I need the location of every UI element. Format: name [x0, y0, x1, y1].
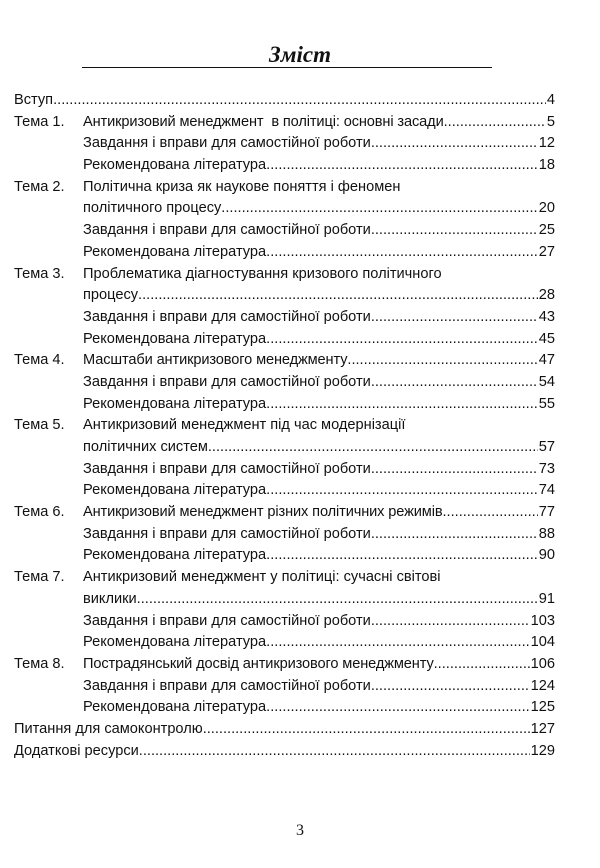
toc-entry-label: Антикризовий менеджмент в політиці: основні засади [83, 113, 444, 130]
toc-page-number: 45 [538, 330, 555, 347]
toc-page-number: 28 [538, 287, 555, 304]
indent [14, 220, 83, 242]
topic-number: Тема 1. [14, 113, 65, 130]
toc-entry-content [83, 459, 555, 481]
topic-number: Тема 8. [14, 655, 65, 672]
toc-subentry [14, 307, 555, 329]
toc-subentry [14, 155, 555, 177]
table-of-contents [14, 90, 555, 762]
page-number: 3 [296, 822, 304, 839]
topic-number: Тема 7. [14, 569, 65, 586]
dot-leader [266, 632, 529, 654]
toc-topic-entry [14, 502, 555, 524]
toc-entry-label: Рекомендована література [83, 243, 267, 260]
toc-entry-content [83, 480, 555, 502]
toc-page-number: 127 [530, 720, 555, 737]
toc-subentry [14, 459, 555, 481]
dot-leader [139, 741, 530, 763]
indent [14, 611, 83, 633]
toc-entry-label: Рекомендована література [83, 482, 267, 499]
toc-entry [14, 90, 555, 112]
toc-page-number: 74 [538, 482, 555, 499]
indent [14, 133, 83, 155]
toc-entry-label: Завдання і вправи для самостійної роботи [83, 373, 371, 390]
toc-entry-content [83, 155, 555, 177]
indent [14, 480, 83, 502]
toc-topic-entry [14, 177, 555, 199]
toc-topic-entry-continued [14, 589, 555, 611]
toc-entry-label: Проблематика діагностування кризового політичного [83, 265, 442, 282]
toc-entry-label: Рекомендована література [83, 699, 267, 716]
toc-entry-content [83, 177, 555, 199]
toc-subentry [14, 480, 555, 502]
toc-topic-entry [14, 350, 555, 372]
toc-page-number: 106 [530, 655, 555, 672]
toc-page-number: 43 [538, 308, 555, 325]
dot-leader [371, 676, 530, 698]
dot-leader [266, 242, 538, 264]
dot-leader [203, 719, 530, 741]
indent [14, 329, 83, 351]
toc-entry-label: політичних систем [83, 439, 208, 455]
dot-leader [53, 90, 546, 112]
toc-entry-label: Рекомендована література [83, 547, 267, 564]
toc-page-number: 25 [538, 222, 555, 239]
toc-subentry [14, 329, 555, 351]
dot-leader [371, 220, 538, 242]
toc-entry-label: Рекомендована література [83, 634, 267, 651]
indent [14, 632, 83, 654]
dot-leader [371, 611, 530, 633]
toc-entry-content [14, 719, 555, 741]
toc-page-number: 18 [538, 157, 555, 174]
dot-leader [266, 394, 538, 416]
toc-entry-content [14, 741, 555, 763]
toc-topic-entry [14, 654, 555, 676]
dot-leader [371, 524, 538, 546]
toc-entry-label: Політична криза як наукове поняття і феномен [83, 178, 401, 195]
toc-entry-content [83, 307, 555, 329]
dot-leader [347, 350, 537, 372]
toc-topic-entry [14, 264, 555, 286]
toc-subentry [14, 524, 555, 546]
toc-entry-content [83, 545, 555, 567]
dot-leader [221, 198, 537, 220]
toc-entry-content [83, 567, 555, 589]
toc-entry-content [83, 112, 555, 134]
dot-leader [208, 437, 538, 459]
indent [14, 394, 83, 416]
topic-number: Тема 3. [14, 265, 65, 282]
toc-entry-label: виклики [83, 590, 137, 607]
dot-leader [444, 112, 546, 134]
topic-number: Тема 2. [14, 178, 65, 195]
dot-leader [434, 654, 530, 676]
toc-page-number: 91 [538, 590, 555, 607]
toc-entry-label: Завдання і вправи для самостійної роботи [83, 135, 371, 152]
topic-number: Тема 5. [14, 417, 65, 434]
toc-entry-label: Завдання і вправи для самостійної роботи [83, 612, 371, 629]
toc-page-number: 103 [530, 612, 555, 629]
toc-entry-label: Рекомендована література [83, 395, 267, 412]
toc-page-number: 47 [538, 352, 555, 369]
toc-entry [14, 741, 555, 763]
toc-subentry [14, 632, 555, 654]
toc-entry-content [83, 350, 555, 372]
indent [14, 285, 83, 307]
indent [14, 545, 83, 567]
indent [14, 307, 83, 329]
toc-subentry [14, 133, 555, 155]
toc-page-number: 12 [538, 135, 555, 152]
toc-entry-label: Антикризовий менеджмент у політиці: сучасні світові [83, 569, 441, 586]
toc-entry-content [83, 133, 555, 155]
dot-leader [371, 307, 538, 329]
toc-page-number: 129 [530, 742, 555, 759]
toc-entry-content [83, 220, 555, 242]
toc-entry-content [83, 437, 555, 459]
toc-entry-label: політичного процесу [83, 200, 222, 217]
toc-entry-content [83, 502, 555, 524]
title-underline [82, 67, 492, 68]
toc-entry-content [83, 264, 555, 286]
toc-page-number: 77 [538, 504, 555, 521]
toc-entry-content [83, 676, 555, 698]
dot-leader [371, 372, 538, 394]
toc-entry-content [83, 611, 555, 633]
toc-entry-label: Рекомендована література [83, 330, 267, 347]
toc-subentry [14, 611, 555, 633]
toc-page-number: 4 [546, 92, 555, 108]
indent [14, 697, 83, 719]
indent [14, 198, 83, 220]
toc-entry-label: Додаткові ресурси [14, 742, 139, 759]
indent [14, 589, 83, 611]
toc-entry-content [83, 697, 555, 719]
toc-subentry [14, 697, 555, 719]
toc-entry-content [83, 589, 555, 611]
toc-page-number: 124 [530, 677, 555, 694]
toc-page-number: 27 [538, 243, 555, 260]
toc-subentry [14, 220, 555, 242]
toc-entry-label: Завдання і вправи для самостійної роботи [83, 308, 371, 325]
toc-subentry [14, 394, 555, 416]
dot-leader [371, 133, 538, 155]
toc-entry-label: Масштаби антикризового менеджменту [83, 352, 348, 369]
dot-leader [266, 697, 529, 719]
toc-subentry [14, 372, 555, 394]
toc-page-number: 125 [530, 699, 555, 716]
toc-entry-label: процесу [83, 287, 139, 304]
toc-topic-entry [14, 112, 555, 134]
toc-entry-label: Завдання і вправи для самостійної роботи [83, 677, 371, 694]
indent [14, 437, 83, 459]
toc-entry-label: Пострадянський досвід антикризового менеджменту [83, 655, 434, 672]
indent [14, 676, 83, 698]
dot-leader [266, 329, 538, 351]
dot-leader [266, 545, 538, 567]
dot-leader [138, 285, 538, 307]
toc-entry-label: Вступ [14, 92, 54, 108]
toc-topic-entry [14, 567, 555, 589]
topic-number: Тема 4. [14, 352, 65, 369]
toc-topic-entry-continued [14, 285, 555, 307]
toc-page-number: 55 [538, 395, 555, 412]
toc-entry-content [83, 242, 555, 264]
toc-entry-content [83, 285, 555, 307]
page-title: Зміст [269, 42, 331, 67]
toc-entry-label: Завдання і вправи для самостійної роботи [83, 460, 371, 477]
toc-page-number: 88 [538, 525, 555, 542]
toc-entry-label: Антикризовий менеджмент різних політичних режимів [83, 504, 443, 521]
toc-page-number: 20 [538, 200, 555, 217]
dot-leader [371, 459, 538, 481]
toc-entry-label: Питання для самоконтролю [14, 720, 203, 737]
toc-entry-content [83, 415, 555, 437]
toc-page-number: 104 [530, 634, 555, 651]
toc-entry-content [83, 394, 555, 416]
indent [14, 155, 83, 177]
topic-number: Тема 6. [14, 504, 65, 521]
toc-entry-content [83, 372, 555, 394]
toc-page-number: 90 [538, 547, 555, 564]
toc-entry-content [83, 632, 555, 654]
toc-subentry [14, 545, 555, 567]
indent [14, 524, 83, 546]
indent [14, 242, 83, 264]
toc-entry-content [83, 329, 555, 351]
toc-entry-label: Антикризовий менеджмент під час модернізації [83, 417, 406, 434]
toc-subentry [14, 676, 555, 698]
dot-leader [266, 155, 538, 177]
toc-entry-label: Рекомендована література [83, 157, 267, 174]
indent [14, 372, 83, 394]
toc-page-number: 5 [546, 113, 555, 130]
toc-entry-content [14, 90, 555, 112]
toc-page-number: 57 [538, 439, 555, 455]
dot-leader [266, 480, 538, 502]
toc-subentry [14, 242, 555, 264]
toc-entry-content [83, 198, 555, 220]
toc-entry-label: Завдання і вправи для самостійної роботи [83, 222, 371, 239]
toc-topic-entry [14, 415, 555, 437]
toc-topic-entry-continued [14, 198, 555, 220]
dot-leader [442, 502, 537, 524]
toc-entry-label: Завдання і вправи для самостійної роботи [83, 525, 371, 542]
toc-entry-content [83, 654, 555, 676]
toc-topic-entry-continued [14, 437, 555, 459]
indent [14, 459, 83, 481]
toc-entry [14, 719, 555, 741]
toc-entry-content [83, 524, 555, 546]
toc-page-number: 54 [538, 373, 555, 390]
dot-leader [137, 589, 538, 611]
toc-page-number: 73 [538, 460, 555, 477]
